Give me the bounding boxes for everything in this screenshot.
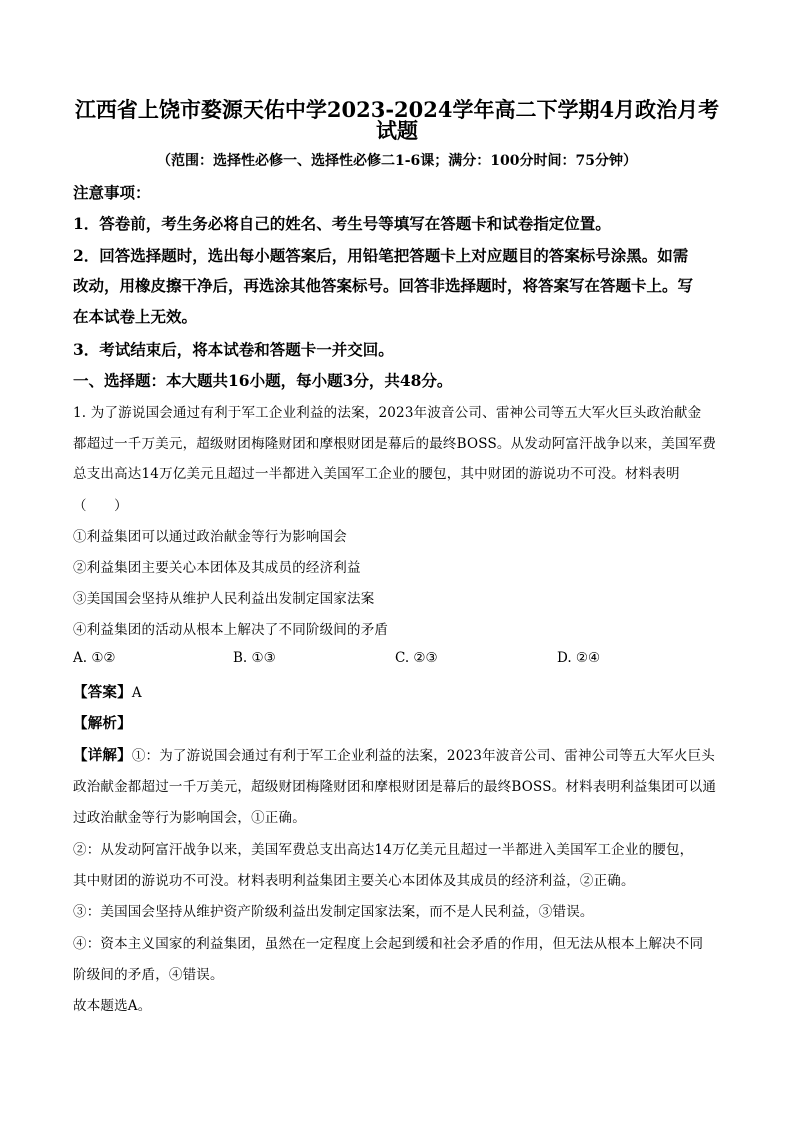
option-b: B. ①③ [233,650,276,666]
notice-item-1: 1．答卷前，考生务必将自己的姓名、考生号等填写在答题卡和试卷指定位置。 [73,214,611,233]
detail-p2-line-1: ②：从发动阿富汗战争以来，美国军费总支出高达14万亿美元且超过一半都进入美国军工企业的腰包， [73,842,694,858]
conclusion: 故本题选A。 [73,998,152,1014]
detail-p1-line-1 [73,744,723,765]
title-line-1: 江西省上饶市婺源天佑中学2023-2024学年高二下学期4月政治月考 [74,97,720,122]
question-1-blank: （ ） [73,498,128,514]
title-line-2: 试题 [376,118,418,143]
option-a: A. ①② [73,650,116,666]
detail-p1-line-1-text: ①：为了游说国会通过有利于军工企业利益的法案，2023年波音公司、雷神公司等五大军火巨头 [131,748,715,764]
statement-4: ④利益集团的活动从根本上解决了不同阶级间的矛盾 [73,622,389,638]
option-d: D. ②④ [557,650,601,666]
statement-3: ③美国国会坚持从维护人民利益出发制定国家法案 [73,591,375,607]
detail-p1-line-3: 过政治献金等行为影响国会，①正确。 [73,810,306,826]
analysis-line [73,712,723,733]
option-c: C. ②③ [395,650,438,666]
exam-scope: （范围：选择性必修一、选择性必修二1-6课；满分：100分时间：75分钟） [157,153,637,169]
section-1-heading: 一、选择题：本大题共16小题，每小题3分，共48分。 [73,371,453,390]
notice-item-2-line-1: 2．回答选择题时，选出每小题答案后，用铅笔把答题卡上对应题目的答案标号涂黑。如需 [73,246,689,265]
answer-line [73,681,723,702]
analysis-label: 【解析】 [73,715,132,732]
question-1-stem-line-3: 总支出高达14万亿美元且超过一半都进入美国军工企业的腰包，其中财团的游说功不可没。材料表明 [73,466,680,482]
notice-heading: 注意事项： [73,183,151,202]
detail-p4-line-2: 阶级间的矛盾，④错误。 [73,967,224,983]
detail-p2-line-2: 其中财团的游说功不可没。材料表明利益集团主要关心本团体及其成员的经济利益，②正确。 [73,873,635,889]
answer-label: 【答案】 [73,684,132,701]
notice-item-2-line-3: 在本试卷上无效。 [73,307,198,326]
notice-item-2-line-2: 改动，用橡皮擦干净后，再选涂其他答案标号。回答非选择题时，将答案写在答题卡上。写 [73,276,694,295]
statement-2: ②利益集团主要关心本团体及其成员的经济利益 [73,560,361,576]
detail-p4-line-1: ④：资本主义国家的利益集团，虽然在一定程度上会起到缓和社会矛盾的作用，但无法从根本上解决不同 [73,936,704,952]
question-1-stem-line-2: 都超过一千万美元，超级财团梅隆财团和摩根财团是幕后的最终BOSS。从发动阿富汗战争以来，美国军费 [73,436,717,452]
question-1-stem-line-1: 1. 为了游说国会通过有利于军工企业利益的法案，2023年波音公司、雷神公司等五大军火巨头政治献金 [73,405,702,421]
detail-p3: ③：美国国会坚持从维护资产阶级利益出发制定国家法案，而不是人民利益，③错误。 [73,904,594,920]
statement-1: ①利益集团可以通过政治献金等行为影响国会 [73,529,347,545]
detail-label: 【详解】 [73,747,132,764]
detail-p1-line-2: 政治献金都超过一千万美元，超级财团梅隆财团和摩根财团是幕后的最终BOSS。材料表明利益集团可以通 [73,779,717,795]
notice-item-3: 3．考试结束后，将本试卷和答题卡一并交回。 [73,340,394,359]
answer-value: A [131,685,142,701]
